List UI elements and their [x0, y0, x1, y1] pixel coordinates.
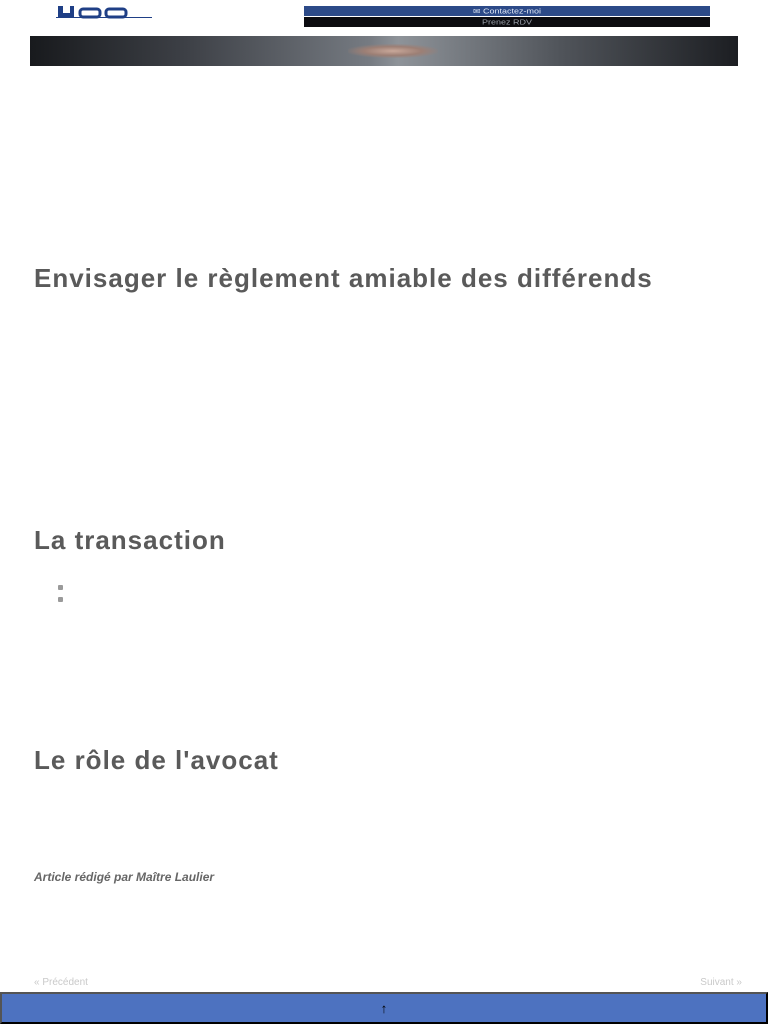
section-paragraph	[34, 768, 742, 828]
article-content	[34, 70, 742, 888]
section-paragraph	[34, 460, 742, 526]
article-title	[34, 70, 742, 107]
list-item	[34, 594, 742, 606]
post-navigation	[34, 978, 742, 987]
site-logo[interactable]	[56, 6, 216, 28]
section-paragraph	[34, 684, 742, 744]
back-to-top-button[interactable]	[0, 992, 768, 1024]
section-paragraph	[34, 610, 742, 676]
contact-button[interactable]	[304, 6, 710, 16]
appointment-button-label: Prenez RDV	[481, 18, 533, 26]
section-paragraph	[34, 308, 742, 380]
intro-paragraph	[34, 120, 742, 180]
section-paragraph	[34, 836, 742, 872]
appointment-button[interactable]	[304, 17, 710, 27]
section-heading: Envisager le règlement amiable des différends	[34, 263, 653, 293]
previous-post-link[interactable]: « Précédent	[34, 977, 88, 988]
article-meta	[34, 107, 742, 116]
logo-mark-icon	[56, 6, 152, 18]
handshake-image	[348, 44, 438, 58]
contact-button-label: ✉ Contactez-moi	[472, 7, 542, 15]
section-paragraph	[34, 388, 742, 454]
intro-paragraph	[34, 192, 742, 222]
section-heading: La transaction	[34, 525, 226, 555]
next-post-link[interactable]: Suivant »	[700, 977, 742, 988]
logo-wordmark	[56, 19, 216, 23]
article-signature: Article rédigé par Maître Laulier	[34, 870, 215, 884]
section-heading: Le rôle de l'avocat	[34, 745, 279, 775]
intro-paragraph	[34, 228, 742, 264]
arrow-up-icon: ↑	[380, 1000, 388, 1016]
list-item	[34, 582, 742, 594]
transaction-list	[34, 582, 742, 606]
hero-banner-image	[30, 36, 738, 66]
